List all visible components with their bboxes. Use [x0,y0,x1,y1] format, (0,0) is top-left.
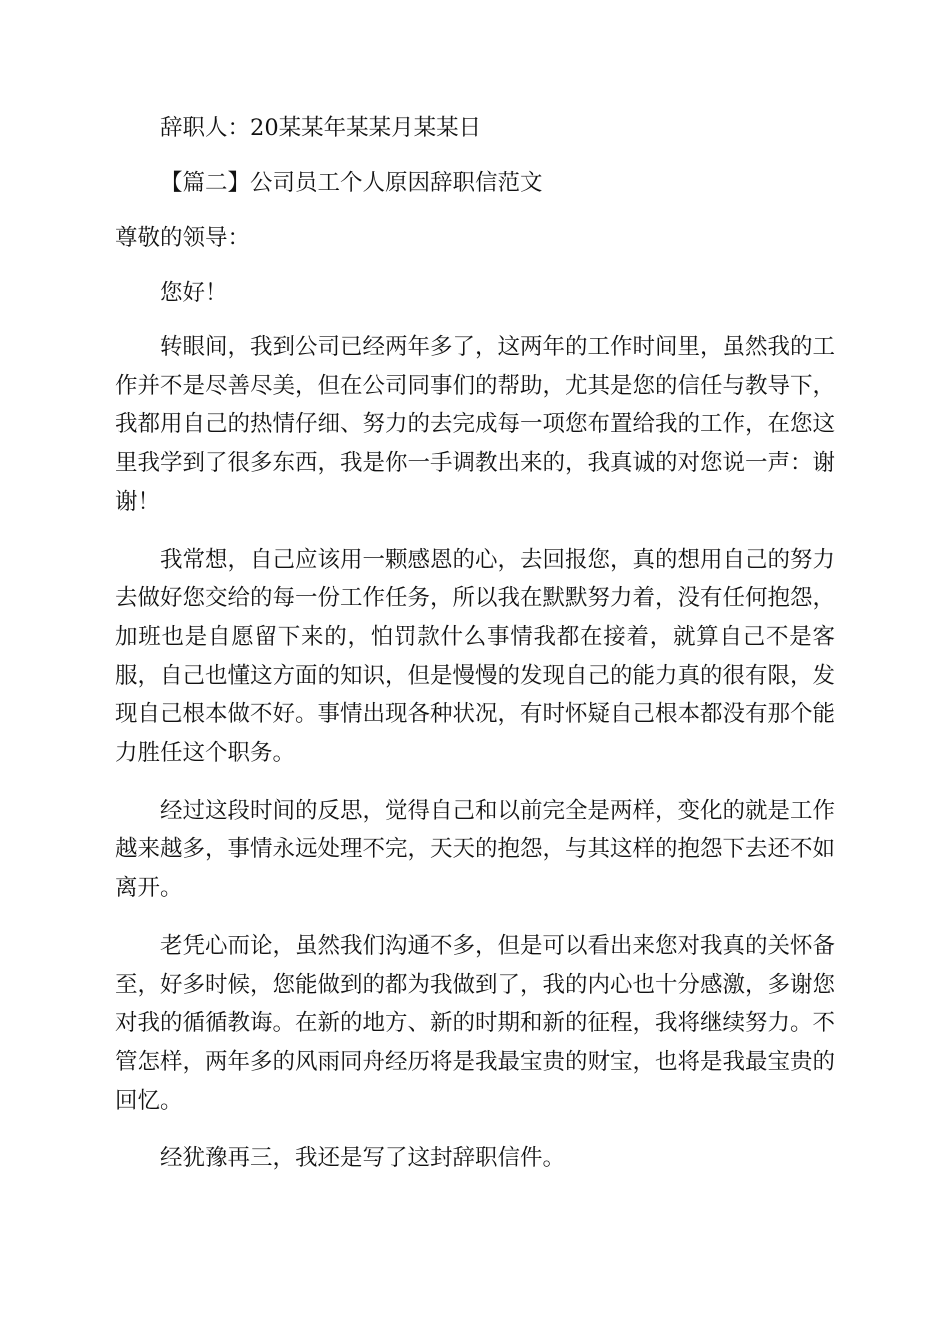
paragraph-2: 我常想，自己应该用一颗感恩的心，去回报您，真的想用自己的努力去做好您交给的每一份工作任务，所以我在默默努力着，没有任何抱怨，加班也是自愿留下来的，怕罚款什么事情我都在接着，就算自己不是客服，自己也懂这方面的知识，但是慢慢的发现自己的能力真的很有限，发现自己根本做不好。事情出现各种状况，有时怀疑自己根本都没有那个能力胜任这个职务。 [115,546,836,767]
signature-line: 辞职人：20某某年某某月某某日 [160,115,482,141]
greeting: 您好！ [160,280,228,306]
paragraph-1: 转眼间，我到公司已经两年多了，这两年的工作时间里，虽然我的工作并不是尽善尽美，但在公司同事们的帮助，尤其是您的信任与教导下，我都用自己的热情仔细、努力的去完成每一项您布置给我的工作，在您这里我学到了很多东西，我是你一手调教出来的，我真诚的对您说一声：谢谢！ [115,334,836,515]
salutation: 尊敬的领导： [115,225,251,251]
paragraph-3: 经过这段时间的反思，觉得自己和以前完全是两样，变化的就是工作越来越多，事情永远处理不完，天天的抱怨，与其这样的抱怨下去还不如离开。 [115,797,836,902]
paragraph-4: 老凭心而论，虽然我们沟通不多，但是可以看出来您对我真的关怀备至，好多时候，您能做到的都为我做到了，我的内心也十分感激，多谢您对我的循循教诲。在新的地方、新的时期和新的征程，我将继续努力。不管怎样，两年多的风雨同舟经历将是我最宝贵的财宝，也将是我最宝贵的回忆。 [115,932,836,1114]
paragraph-5: 经犹豫再三，我还是写了这封辞职信件。 [160,1145,566,1172]
section-title: 【篇二】公司员工个人原因辞职信范文 [160,170,543,196]
document-body [115,108,835,1197]
